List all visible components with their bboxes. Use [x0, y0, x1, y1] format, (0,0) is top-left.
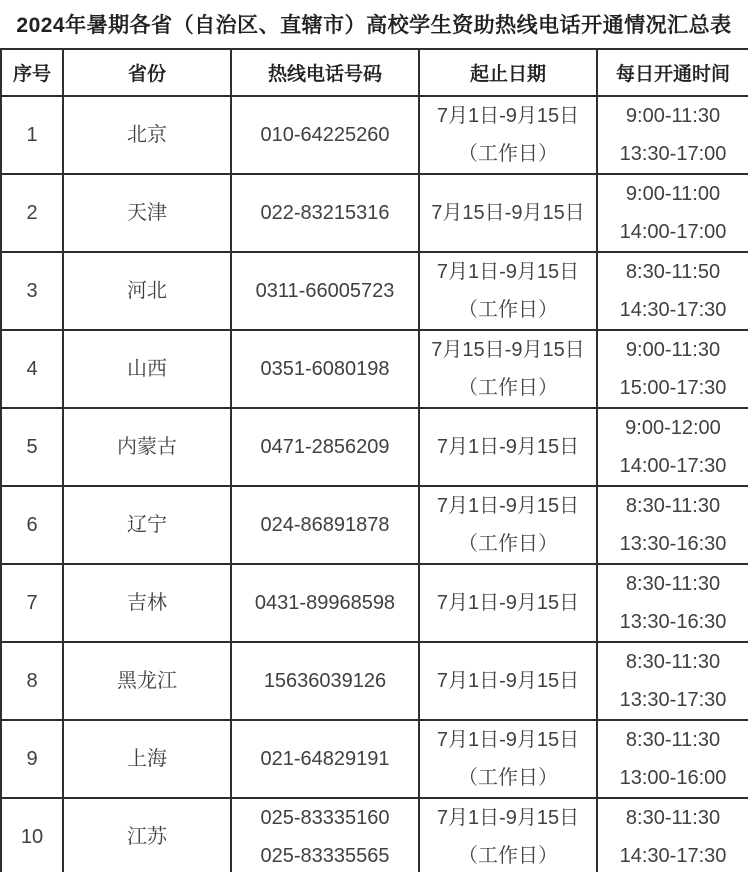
time-range: 8:30-11:30	[625, 495, 721, 517]
province-name: 河北	[127, 280, 167, 302]
cell-phone	[231, 642, 419, 720]
phone-number: 15636039126	[263, 670, 387, 692]
cell-index	[1, 96, 63, 174]
province-name: 北京	[127, 124, 167, 146]
header-index: 序号	[1, 49, 63, 96]
phone-number: 022-83215316	[260, 202, 390, 224]
cell-phone	[231, 408, 419, 486]
row-number: 1	[26, 124, 38, 146]
header-row	[1, 49, 748, 96]
row-number: 2	[26, 202, 38, 224]
province-name: 辽宁	[127, 514, 167, 536]
row-number: 7	[26, 592, 38, 614]
cell-index	[1, 486, 63, 564]
cell-province	[63, 642, 231, 720]
date-note: （工作日）	[458, 377, 558, 399]
time-range: 14:30-17:30	[619, 299, 727, 321]
cell-index	[1, 642, 63, 720]
date-range: 7月1日-9月15日	[436, 729, 580, 751]
cell-index	[1, 564, 63, 642]
table-row	[1, 798, 748, 872]
cell-times	[597, 174, 748, 252]
cell-dates	[419, 720, 597, 798]
cell-dates	[419, 798, 597, 872]
time-range: 8:30-11:50	[625, 261, 721, 283]
page-title: 2024年暑期各省（自治区、直辖市）高校学生资助热线电话开通情况汇总表	[16, 14, 732, 37]
row-number: 4	[26, 358, 38, 380]
header-phone: 热线电话号码	[231, 49, 419, 96]
date-range: 7月1日-9月15日	[436, 670, 580, 692]
cell-times	[597, 564, 748, 642]
table-row	[1, 408, 748, 486]
table-row	[1, 96, 748, 174]
cell-phone	[231, 174, 419, 252]
date-range: 7月1日-9月15日	[436, 261, 580, 283]
cell-province	[63, 720, 231, 798]
cell-province	[63, 486, 231, 564]
time-range: 14:00-17:30	[619, 455, 727, 477]
cell-province	[63, 798, 231, 872]
row-number: 8	[26, 670, 38, 692]
cell-dates	[419, 252, 597, 330]
time-range: 13:30-16:30	[619, 611, 727, 633]
cell-dates	[419, 408, 597, 486]
province-name: 上海	[127, 748, 167, 770]
cell-province	[63, 564, 231, 642]
province-name: 吉林	[127, 592, 167, 614]
table-row	[1, 486, 748, 564]
time-range: 13:30-17:30	[619, 689, 727, 711]
phone-number: 024-86891878	[260, 514, 390, 536]
cell-index	[1, 252, 63, 330]
time-range: 9:00-11:30	[625, 105, 721, 127]
cell-dates	[419, 564, 597, 642]
date-note: （工作日）	[458, 299, 558, 321]
cell-province	[63, 408, 231, 486]
table-row	[1, 564, 748, 642]
header-times: 每日开通时间	[597, 49, 748, 96]
time-range: 9:00-12:00	[625, 417, 721, 439]
cell-times	[597, 252, 748, 330]
date-range: 7月1日-9月15日	[436, 495, 580, 517]
cell-province	[63, 96, 231, 174]
province-name: 内蒙古	[117, 436, 177, 458]
date-note: （工作日）	[458, 767, 558, 789]
cell-phone	[231, 720, 419, 798]
time-range: 14:30-17:30	[619, 845, 727, 867]
time-range: 8:30-11:30	[625, 651, 721, 673]
header-dates: 起止日期	[419, 49, 597, 96]
cell-times	[597, 96, 748, 174]
time-range: 15:00-17:30	[619, 377, 727, 399]
phone-number: 0471-2856209	[260, 436, 390, 458]
time-range: 14:00-17:00	[619, 221, 727, 243]
cell-dates	[419, 486, 597, 564]
cell-dates	[419, 96, 597, 174]
cell-index	[1, 174, 63, 252]
table-row	[1, 174, 748, 252]
cell-index	[1, 720, 63, 798]
time-range: 13:30-17:00	[619, 143, 727, 165]
row-number: 6	[26, 514, 38, 536]
cell-phone	[231, 564, 419, 642]
time-range: 8:30-11:30	[625, 573, 721, 595]
row-number: 3	[26, 280, 38, 302]
cell-times	[597, 486, 748, 564]
cell-dates	[419, 642, 597, 720]
cell-times	[597, 642, 748, 720]
row-number: 9	[26, 748, 38, 770]
phone-number: 0351-6080198	[260, 358, 390, 380]
province-name: 江苏	[127, 826, 167, 848]
date-range: 7月1日-9月15日	[436, 807, 580, 829]
cell-times	[597, 408, 748, 486]
header-province: 省份	[63, 49, 231, 96]
cell-index	[1, 798, 63, 872]
time-range: 8:30-11:30	[625, 807, 721, 829]
cell-index	[1, 408, 63, 486]
table-row	[1, 720, 748, 798]
time-range: 9:00-11:30	[625, 339, 721, 361]
phone-number: 021-64829191	[260, 748, 390, 770]
cell-phone	[231, 798, 419, 872]
province-name: 天津	[127, 202, 167, 224]
date-note: （工作日）	[458, 533, 558, 555]
table-row	[1, 642, 748, 720]
cell-phone	[231, 330, 419, 408]
cell-index	[1, 330, 63, 408]
date-note: （工作日）	[458, 143, 558, 165]
cell-phone	[231, 96, 419, 174]
phone-number: 010-64225260	[260, 124, 390, 146]
hotline-table	[0, 48, 748, 872]
cell-times	[597, 798, 748, 872]
cell-phone	[231, 486, 419, 564]
time-range: 13:30-16:30	[619, 533, 727, 555]
cell-dates	[419, 174, 597, 252]
cell-phone	[231, 252, 419, 330]
cell-province	[63, 174, 231, 252]
cell-province	[63, 330, 231, 408]
time-range: 13:00-16:00	[619, 767, 727, 789]
date-range: 7月15日-9月15日	[431, 202, 585, 224]
date-range: 7月15日-9月15日	[431, 339, 585, 361]
date-range: 7月1日-9月15日	[436, 105, 580, 127]
date-range: 7月1日-9月15日	[436, 592, 580, 614]
date-note: （工作日）	[458, 845, 558, 867]
province-name: 山西	[127, 358, 167, 380]
table-row	[1, 330, 748, 408]
time-range: 8:30-11:30	[625, 729, 721, 751]
row-number: 5	[26, 436, 38, 458]
phone-number: 0431-89968598	[254, 592, 396, 614]
table-row	[1, 252, 748, 330]
phone-number: 0311-66005723	[255, 280, 395, 302]
cell-province	[63, 252, 231, 330]
row-number: 10	[20, 826, 44, 848]
time-range: 9:00-11:00	[625, 183, 721, 205]
cell-times	[597, 720, 748, 798]
phone-number: 025-83335160	[260, 807, 390, 829]
phone-number: 025-83335565	[260, 845, 390, 867]
cell-dates	[419, 330, 597, 408]
province-name: 黑龙江	[117, 670, 177, 692]
date-range: 7月1日-9月15日	[436, 436, 580, 458]
cell-times	[597, 330, 748, 408]
